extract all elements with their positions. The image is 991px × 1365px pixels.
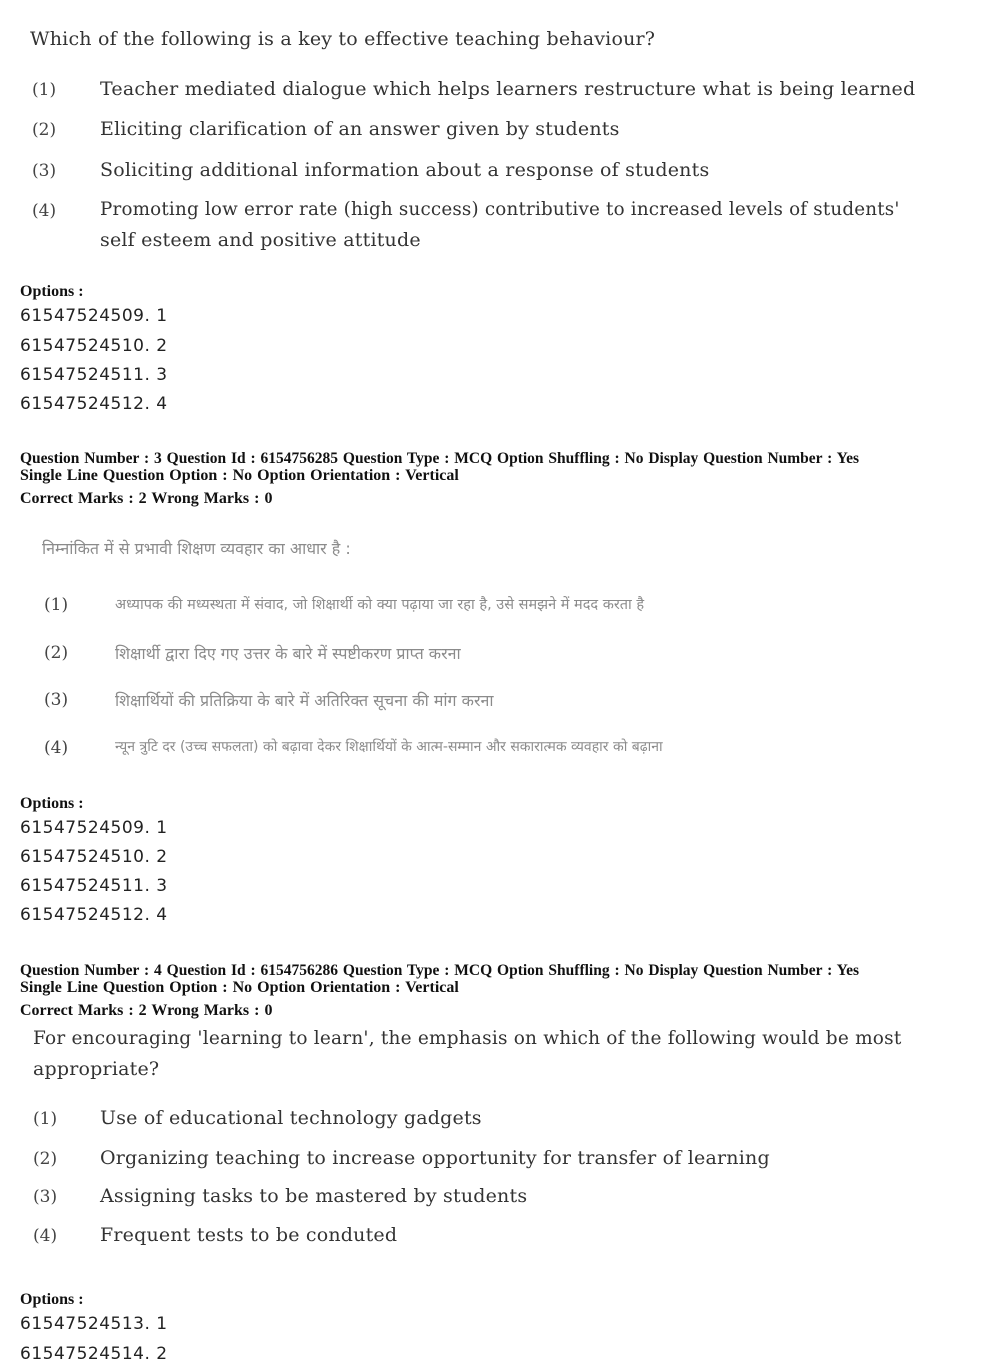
question-2-option-id-2: 61547524510. 2 [20, 336, 168, 356]
question-2-choice-3-text: Soliciting additional information about a response of students [100, 159, 710, 181]
question-4-stem-line-1: For encouraging 'learning to learn', the emphasis on which of the following would be most [33, 1028, 902, 1049]
question-2-choice-1-number: (1) [32, 80, 57, 100]
question-3-option-id-2: 61547524510. 2 [20, 847, 168, 867]
question-4-options-label: Options : [20, 1291, 84, 1308]
question-2-stem: Which of the following is a key to effective teaching behaviour? [30, 28, 656, 50]
question-2-options-label: Options : [20, 283, 84, 300]
question-2-choice-2-number: (2) [32, 120, 57, 140]
question-4-stem-line-2: appropriate? [33, 1058, 160, 1080]
question-3-meta-line-3: Correct Marks : 2 Wrong Marks : 0 [20, 490, 273, 507]
question-3-meta-line-1: Question Number : 3 Question Id : 6154756285 Question Type : MCQ Option Shuffling : No Display Question Number : Yes [20, 450, 860, 467]
question-4-choice-3-text: Assigning tasks to be mastered by students [100, 1185, 528, 1207]
question-3-choice-2-text: शिक्षार्थी द्वारा दिए गए उत्तर के बारे में स्पष्टीकरण प्राप्त करना [115, 644, 461, 663]
question-4-meta-line-1: Question Number : 4 Question Id : 6154756286 Question Type : MCQ Option Shuffling : No Display Question Number : Yes [20, 962, 860, 979]
question-2-option-id-1: 61547524509. 1 [20, 306, 168, 326]
question-3-choice-3-text: शिक्षार्थियों की प्रतिक्रिया के बारे में अतिरिक्त सूचना की मांग करना [115, 691, 494, 710]
question-3-choice-3-number: (3) [44, 690, 69, 710]
question-3-option-id-4: 61547524512. 4 [20, 905, 168, 925]
question-4-choice-4-number: (4) [33, 1226, 58, 1246]
question-2-option-id-3: 61547524511. 3 [20, 365, 168, 385]
question-2-option-id-4: 61547524512. 4 [20, 394, 168, 414]
question-4-choice-2-number: (2) [33, 1149, 58, 1169]
question-3-option-id-1: 61547524509. 1 [20, 818, 168, 838]
question-2-choice-2-text: Eliciting clarification of an answer given by students [100, 118, 620, 140]
question-3-choice-1-text: अध्यापक की मध्यस्थता में संवाद, जो शिक्षार्थी को क्या पढ़ाया जा रहा है, उसे समझने में मदद करता है [115, 597, 645, 613]
question-2-choice-4-text-continued: self esteem and positive attitude [100, 229, 421, 251]
question-3-choice-4-number: (4) [44, 738, 69, 758]
question-4-choice-1-text: Use of educational technology gadgets [100, 1107, 482, 1129]
question-3-meta-line-2: Single Line Question Option : No Option Orientation : Vertical [20, 467, 459, 484]
question-4-option-id-2: 61547524514. 2 [20, 1344, 168, 1364]
question-2-choice-4-number: (4) [32, 201, 57, 221]
question-3-option-id-3: 61547524511. 3 [20, 876, 168, 896]
question-4-option-id-1: 61547524513. 1 [20, 1314, 168, 1334]
question-4-meta-line-2: Single Line Question Option : No Option Orientation : Vertical [20, 979, 459, 996]
question-4-choice-4-text: Frequent tests to be conduted [100, 1224, 398, 1246]
question-3-choice-2-number: (2) [44, 643, 69, 663]
question-4-meta-line-3: Correct Marks : 2 Wrong Marks : 0 [20, 1002, 273, 1019]
question-3-choice-4-text: न्यून त्रुटि दर (उच्च सफलता) को बढ़ावा देकर शिक्षार्थियों के आत्म-सम्मान और सकारात्मक व्यवहार को बढ़ाना [115, 739, 663, 755]
question-3-options-label: Options : [20, 795, 84, 812]
question-4-choice-1-number: (1) [33, 1109, 58, 1129]
question-3-choice-1-number: (1) [44, 595, 69, 615]
question-4-choice-2-text: Organizing teaching to increase opportunity for transfer of learning [100, 1147, 770, 1169]
question-4-choice-3-number: (3) [33, 1187, 58, 1207]
question-2-choice-3-number: (3) [32, 161, 57, 181]
question-3-stem: निम्नांकित में से प्रभावी शिक्षण व्यवहार का आधार है : [42, 539, 351, 558]
question-2-choice-1-text: Teacher mediated dialogue which helps learners restructure what is being learned [100, 78, 916, 100]
question-2-choice-4-text: Promoting low error rate (high success) contributive to increased levels of students' [100, 199, 900, 220]
